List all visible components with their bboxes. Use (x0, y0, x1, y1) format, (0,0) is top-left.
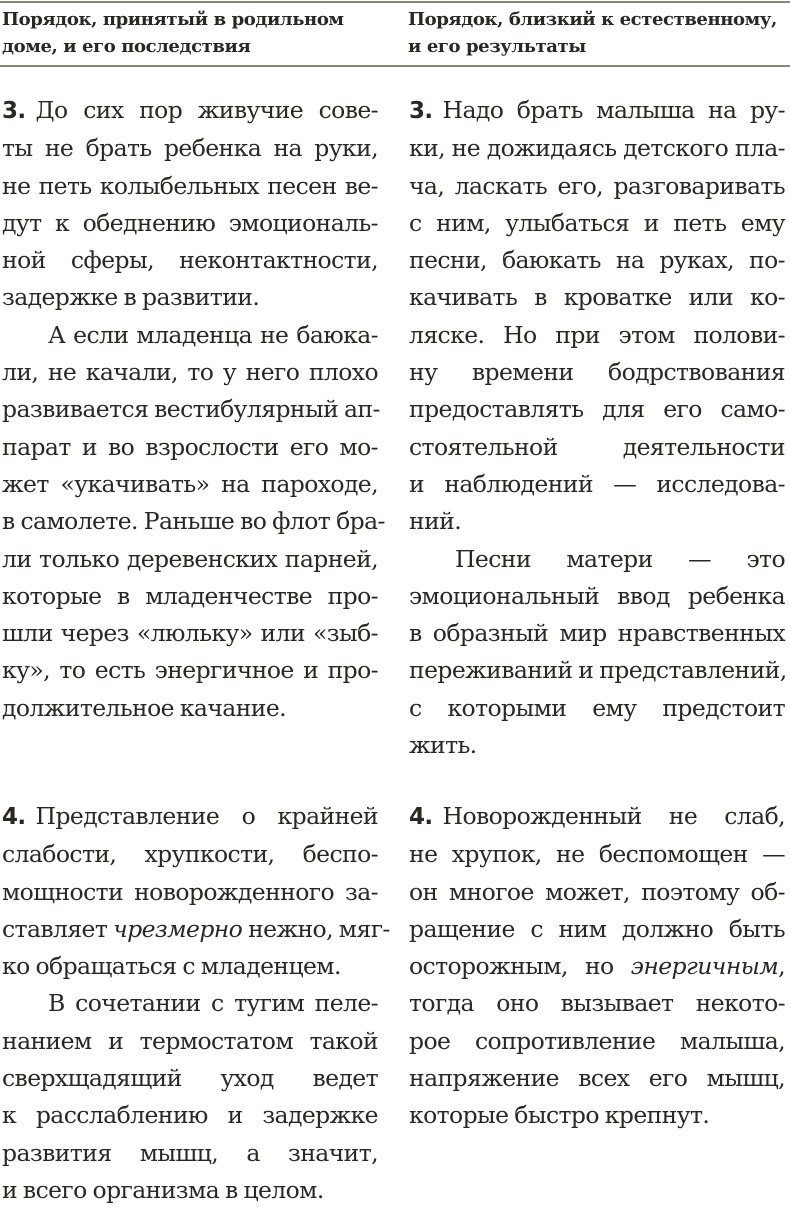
text-line: которые в младенчестве про- (2, 581, 378, 610)
column-header-right (408, 6, 788, 60)
text-line: ли, не качали, то у него плохо (2, 358, 378, 387)
paragraph (2, 798, 390, 985)
text-line: Песни матери — это (455, 544, 785, 573)
text-line: ний. (409, 507, 462, 536)
paragraph (2, 317, 385, 727)
text-line: ну времени бодрствования (409, 358, 785, 387)
section-3-right (409, 92, 785, 764)
text-line: жить. (409, 731, 477, 760)
header-left-line: доме, и его последствия (2, 36, 251, 57)
column-header-left (2, 6, 382, 60)
text-line: в образный мир нравственных (409, 619, 785, 648)
text-line: 4. Новорожденный не слаб, (409, 802, 785, 830)
item-number: 3. (409, 98, 433, 124)
text-line: песни, баюкать на руках, по- (409, 246, 785, 275)
header-left-line: Порядок, принятый в родильном (2, 9, 344, 30)
text-line: дут к обеднению эмоциональ- (2, 208, 378, 237)
text-line: не хрупок, не беспомощен — (409, 840, 785, 869)
text-line: ной сферы, неконтактности, (2, 246, 378, 275)
item-number: 4. (409, 804, 433, 830)
text-line: осторожным, но энергичным, (409, 952, 785, 981)
text-line: слабости, хрупкости, беспо- (2, 840, 378, 869)
text-line: жет «укачивать» на пароходе, (2, 469, 378, 498)
text-line: задержке в развитии. (2, 283, 260, 312)
text-line: развития мышц, а значит, (2, 1138, 378, 1167)
text-line: мощности новорожденного за- (2, 877, 378, 906)
text-line: ли только деревенских парней, (2, 544, 378, 573)
section-4-left (2, 798, 390, 1209)
paragraph (2, 92, 378, 317)
text-line: ляске. Но при этом полови- (409, 320, 785, 349)
text-line: тогда оно вызывает некото- (409, 989, 785, 1018)
text-line: нанием и термостатом такой (2, 1026, 378, 1055)
text-line: он многое может, поэтому об- (409, 877, 785, 906)
text-line: стоятельной деятельности (409, 432, 785, 461)
header-right-line: и его результаты (408, 36, 586, 57)
text-line: в самолете. Раньше во флот бра- (2, 507, 385, 536)
text-line: ко обращаться с младенцем. (2, 952, 341, 981)
emphasis-text: энергичным (630, 952, 779, 981)
paragraph (409, 798, 785, 1135)
text-line: развивается вестибулярный ап- (2, 395, 380, 424)
text-line: 3. Надо брать малыша на ру- (409, 96, 785, 124)
text-line: 3. До сих пор живучие сове- (2, 96, 378, 124)
text-line: ты не брать ребенка на руки, (2, 134, 378, 163)
text-line: предоставлять для его само- (409, 395, 785, 424)
text-line: качивать в кроватке или ко- (409, 283, 785, 312)
text-line: рое сопротивление малыша, (409, 1026, 785, 1055)
emphasis-text: чрезмерно (113, 914, 243, 943)
text-line: сверхщадящий уход ведет (2, 1064, 378, 1093)
text-line: ки, не дожидаясь детского пла- (409, 134, 785, 163)
text-line: напряжение всех его мышц, (409, 1064, 785, 1093)
text-line: с ним, улыбаться и петь ему (409, 208, 785, 237)
text-line: парат и во взрослости его мо- (2, 432, 378, 461)
item-number: 3. (2, 98, 26, 124)
section-4-right (409, 798, 785, 1135)
header-top-rule (0, 1, 790, 3)
header-bottom-rule (0, 65, 790, 67)
text-line: переживаний и представлений, (409, 656, 787, 685)
text-line: и наблюдений — исследова- (409, 469, 785, 498)
text-line: которые быстро крепнут. (409, 1101, 710, 1130)
paragraph (409, 541, 785, 765)
text-line: ращение с ним должно быть (409, 914, 785, 943)
paragraph (409, 92, 785, 541)
text-line: и всего организма в целом. (2, 1175, 324, 1204)
paragraph (2, 985, 378, 1209)
text-line: ставляет чрезмерно нежно, мяг- (2, 914, 390, 943)
section-3-left (2, 92, 385, 727)
text-line: должительное качание. (2, 693, 286, 722)
text-line: шли через «люльку» или «зыб- (2, 619, 378, 648)
text-line: с которыми ему предстоит (409, 693, 785, 722)
text-line: к расслаблению и задержке (2, 1101, 378, 1130)
text-line: 4. Представление о крайней (2, 802, 378, 830)
text-line: ча, ласкать его, разговаривать (409, 171, 785, 200)
text-line: А если младенца не баюка- (48, 320, 378, 349)
header-right-line: Порядок, близкий к естественному, (408, 9, 777, 30)
text-line: не петь колыбельных песен ве- (2, 171, 378, 200)
text-line: В сочетании с тугим пеле- (48, 989, 378, 1018)
text-line: эмоциональный ввод ребенка (409, 581, 785, 610)
text-line: ку», то есть энергичное и про- (2, 656, 378, 685)
item-number: 4. (2, 804, 26, 830)
